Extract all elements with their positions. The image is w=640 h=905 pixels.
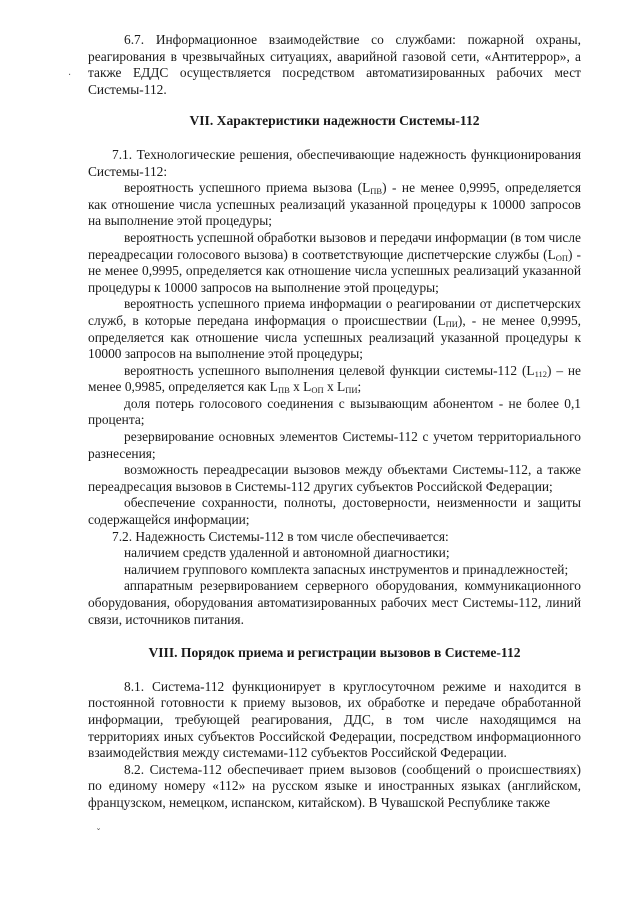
paragraph-8-1: 8.1. Система-112 функционирует в круглосуточном режиме и находится в постоянной готовности к приему вызовов, их обработке и передаче обработанной информации, требующей реагирования, ДДС, в том числе находящимся на территориях иных субъектов Российской Федерации, посредством информационного взаимодействия между системами-112 субъектов Российской Федерации. — [88, 678, 581, 761]
subscript: ПВ — [370, 186, 383, 197]
list-item-data-integrity: обеспечение сохранности, полноты, достоверности, неизменности и защиты содержащейся информации; — [88, 495, 581, 528]
list-item-hardware-redundancy: аппаратным резервированием серверного оборудования, коммуникационного оборудования, оборудования автоматизированных рабочих мест Системы-112, линий связи, источников питания. — [88, 578, 581, 627]
text-fragment: вероятность успешной обработки вызовов и передачи информации (в том числе переадресации голосового вызова) в соответствующие диспетчерские службы (L — [88, 229, 581, 262]
list-item-call-loss: доля потерь голосового соединения с вызывающим абонентом - не более 0,1 процента; — [88, 395, 581, 428]
text-fragment: x L — [323, 379, 346, 395]
paragraph-7-2: 7.2. Надежность Системы-112 в том числе обеспечивается: — [112, 528, 449, 544]
text-fragment: ) - не менее 0,9995, определяется как отношение числа успешных реализаций указанной процедуры к 10000 запросов на выполнение этой процедуры; — [88, 246, 581, 295]
section-8-heading: VIII. Порядок приема и регистрации вызовов в Системе-112 — [148, 645, 521, 661]
paragraph-7-1: 7.1. Технологические решения, обеспечивающие надежность функционирования Системы-112: — [88, 146, 581, 179]
document-body — [88, 32, 581, 812]
subscript: 112 — [534, 368, 548, 379]
list-item-call-reception-probability — [88, 180, 581, 230]
section-7-heading: VII. Характеристики надежности Системы-112 — [189, 113, 480, 129]
subscript: ПИ — [345, 385, 358, 396]
text-fragment: вероятность успешного выполнения целевой функции системы-112 (L — [124, 362, 535, 378]
list-item-call-processing-probability — [88, 230, 581, 296]
text-fragment: вероятность успешного приема вызова (L — [124, 180, 371, 196]
text-fragment: ) - не менее 0,9995, определяется как отношение числа успешных реализаций указанной процедуры к 10000 запросов на выполнение этой процедуры; — [88, 180, 581, 229]
list-item-spare-parts: наличием группового комплекта запасных инструментов и принадлежностей; — [124, 561, 569, 577]
text-fragment: вероятность успешного приема информации о реагировании от диспетчерских служб, в которые передана информация о происшествии (L — [88, 296, 581, 328]
subscript: ОП — [311, 385, 324, 396]
scan-artifact-mark: · — [68, 70, 72, 81]
list-item-redundancy: резервирование основных элементов Системы-112 с учетом территориального разнесения; — [88, 429, 581, 461]
list-item-response-info-probability — [88, 296, 581, 362]
text-fragment: x L — [289, 379, 312, 395]
scan-artifact-mark: ˇ — [96, 828, 101, 839]
text-fragment: ) – не менее 0,9985, определяется как L — [88, 362, 581, 395]
subscript: ПВ — [277, 385, 290, 396]
paragraph-8-2: 8.2. Система-112 обеспечивает прием вызовов (сообщений о происшествиях) по единому номеру «112» на русском языке и иностранных языках (английском, французском, немецком, испанском, китайском). В Чувашской Республике также — [88, 761, 581, 810]
text-fragment: ; — [357, 379, 362, 395]
subscript: ОП — [555, 252, 569, 263]
list-item-call-forwarding: возможность переадресации вызовов между объектами Системы-112, а также переадресация вызовов в Системы-112 других субъектов Российской Федерации; — [88, 462, 581, 494]
text-fragment: ), - не менее 0,9995, определяется как отношение числа успешных реализаций указанной процедуры к 10000 запросов на выполнение этой процедуры; — [88, 312, 581, 362]
paragraph-6-7: 6.7. Информационное взаимодействие со службами: пожарной охраны, реагирования в чрезвычайных ситуациях, аварийной газовой сети, «Антитеррор», а также ЕДДС осуществляется посредством автоматизированных рабочих мест Системы-112. — [88, 32, 581, 97]
subscript: ПИ — [445, 318, 458, 329]
list-item-diagnostics: наличием средств удаленной и автономной диагностики; — [124, 545, 450, 561]
list-item-target-function-probability — [88, 363, 581, 396]
